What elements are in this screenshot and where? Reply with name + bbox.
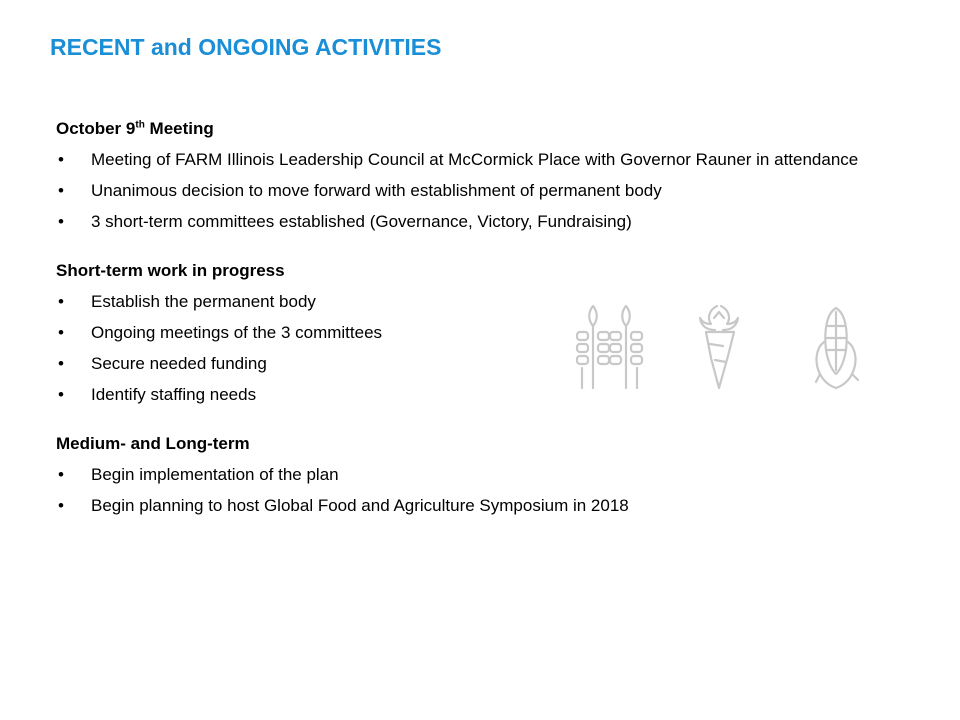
bullet-icon: •	[58, 385, 64, 404]
wheat-icon	[577, 306, 642, 388]
list-item: • Ongoing meetings of the 3 committees	[58, 323, 383, 342]
slide-title: RECENT and ONGOING ACTIVITIES	[50, 34, 442, 60]
list-item: • Secure needed funding	[58, 354, 267, 373]
corn-icon	[816, 308, 858, 388]
list-item: • Meeting of FARM Illinois Leadership Council at McCormick Place with Governor Rauner in attendance	[58, 150, 859, 169]
list-item: • Unanimous decision to move forward with establishment of permanent body	[58, 181, 662, 200]
list-item: • Begin planning to host Global Food and Agriculture Symposium in 2018	[58, 496, 629, 515]
section-heading: Short-term work in progress	[56, 261, 285, 280]
bullet-icon: •	[58, 150, 64, 169]
bullet-icon: •	[58, 496, 64, 515]
list-item: • Begin implementation of the plan	[58, 465, 339, 484]
bullet-icon: •	[58, 354, 64, 373]
bullet-icon: •	[58, 212, 64, 231]
bullet-icon: •	[58, 323, 64, 342]
carrot-icon	[700, 306, 738, 388]
list-item: • 3 short-term committees established (Governance, Victory, Fundraising)	[58, 212, 632, 231]
crop-illustrations	[568, 302, 870, 394]
bullet-icon: •	[58, 465, 64, 484]
ordinal-suffix: th	[135, 119, 145, 131]
list-item: • Identify staffing needs	[58, 385, 257, 404]
bullet-icon: •	[58, 181, 64, 200]
section-medium-long-term	[56, 433, 876, 517]
section-october-meeting	[56, 118, 876, 233]
section-heading: October 9th Meeting	[56, 119, 214, 138]
list-item: • Establish the permanent body	[58, 292, 316, 311]
bullet-icon: •	[58, 292, 64, 311]
section-heading: Medium- and Long-term	[56, 434, 250, 453]
